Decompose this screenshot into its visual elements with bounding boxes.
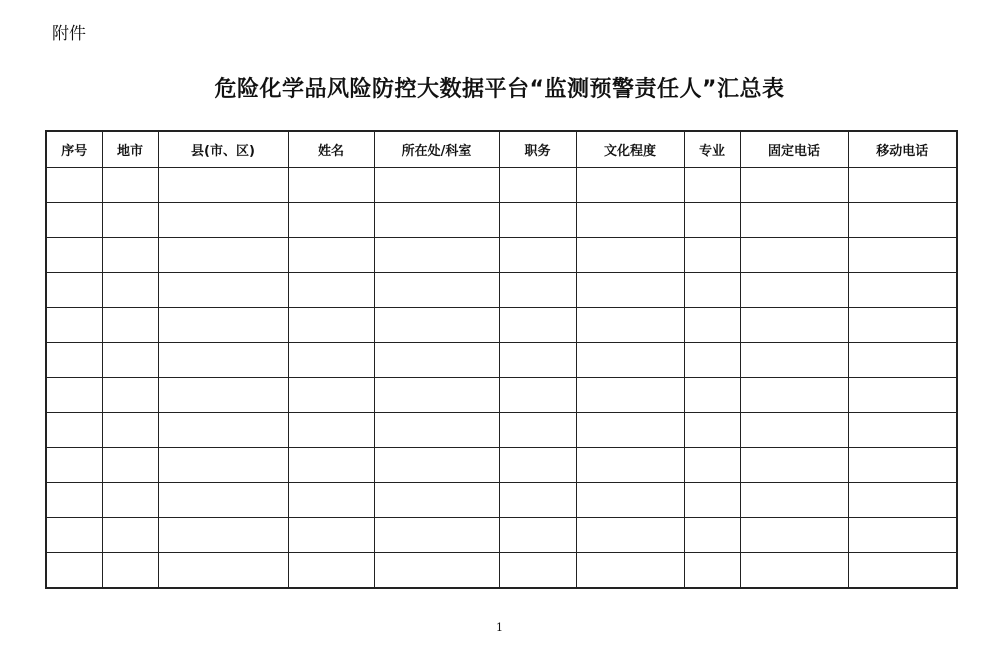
table-cell-major	[684, 413, 740, 448]
table-cell-mobile-phone	[848, 308, 957, 343]
table-cell-serial-number	[46, 203, 102, 238]
table-cell-landline-phone	[740, 168, 848, 203]
table-cell-landline-phone	[740, 238, 848, 273]
table-cell-county	[158, 238, 288, 273]
table-cell-education	[576, 553, 684, 589]
table-cell-education	[576, 448, 684, 483]
table-cell-education	[576, 308, 684, 343]
table-cell-serial-number	[46, 308, 102, 343]
table-cell-serial-number	[46, 378, 102, 413]
table-cell-serial-number	[46, 168, 102, 203]
table-cell-city	[102, 203, 158, 238]
table-cell-position	[499, 308, 576, 343]
table-cell-county	[158, 483, 288, 518]
table-cell-city	[102, 343, 158, 378]
table-cell-serial-number	[46, 483, 102, 518]
table-cell-position	[499, 378, 576, 413]
table-cell-mobile-phone	[848, 378, 957, 413]
table-cell-major	[684, 483, 740, 518]
table-row	[46, 448, 957, 483]
table-row	[46, 238, 957, 273]
table-cell-position	[499, 168, 576, 203]
column-header-mobile-phone: 移动电话	[848, 131, 957, 168]
table-cell-major	[684, 518, 740, 553]
column-header-department: 所在处/科室	[374, 131, 499, 168]
table-cell-mobile-phone	[848, 518, 957, 553]
table-cell-name	[288, 308, 374, 343]
table-row	[46, 483, 957, 518]
table-cell-name	[288, 203, 374, 238]
column-header-county: 县(市、区)	[158, 131, 288, 168]
table-cell-major	[684, 448, 740, 483]
page-number: 1	[496, 621, 503, 634]
table-cell-mobile-phone	[848, 273, 957, 308]
table-cell-education	[576, 273, 684, 308]
table-cell-position	[499, 238, 576, 273]
table-cell-name	[288, 483, 374, 518]
table-cell-department	[374, 168, 499, 203]
table-cell-education	[576, 203, 684, 238]
table-cell-mobile-phone	[848, 483, 957, 518]
table-cell-city	[102, 448, 158, 483]
table-cell-major	[684, 238, 740, 273]
table-row	[46, 343, 957, 378]
table-cell-major	[684, 308, 740, 343]
table-cell-city	[102, 378, 158, 413]
table-cell-county	[158, 203, 288, 238]
table-cell-city	[102, 553, 158, 589]
table-cell-city	[102, 238, 158, 273]
summary-table	[45, 130, 958, 589]
table-cell-county	[158, 308, 288, 343]
table-cell-county	[158, 378, 288, 413]
table-cell-serial-number	[46, 553, 102, 589]
table-cell-city	[102, 168, 158, 203]
column-header-serial-number: 序号	[46, 131, 102, 168]
column-header-major: 专业	[684, 131, 740, 168]
table-cell-department	[374, 413, 499, 448]
table-cell-serial-number	[46, 273, 102, 308]
attachment-label: 附件	[52, 24, 86, 44]
table-cell-department	[374, 203, 499, 238]
table-cell-major	[684, 273, 740, 308]
column-header-city: 地市	[102, 131, 158, 168]
table-row	[46, 168, 957, 203]
table-row	[46, 518, 957, 553]
document-title: 危险化学品风险防控大数据平台“监测预警责任人”汇总表	[214, 77, 785, 102]
table-row	[46, 553, 957, 589]
table-cell-department	[374, 483, 499, 518]
table-cell-city	[102, 413, 158, 448]
table-cell-city	[102, 273, 158, 308]
table-cell-department	[374, 343, 499, 378]
table-cell-mobile-phone	[848, 168, 957, 203]
table-cell-city	[102, 308, 158, 343]
table-row	[46, 203, 957, 238]
table-cell-serial-number	[46, 343, 102, 378]
table-cell-education	[576, 483, 684, 518]
table-cell-serial-number	[46, 413, 102, 448]
table-cell-county	[158, 448, 288, 483]
table-row	[46, 413, 957, 448]
table-cell-mobile-phone	[848, 343, 957, 378]
table-cell-name	[288, 168, 374, 203]
table-cell-position	[499, 448, 576, 483]
table-cell-department	[374, 273, 499, 308]
table-cell-serial-number	[46, 238, 102, 273]
table-cell-landline-phone	[740, 553, 848, 589]
table-cell-landline-phone	[740, 413, 848, 448]
table-cell-county	[158, 343, 288, 378]
table-cell-name	[288, 553, 374, 589]
table-row	[46, 273, 957, 308]
table-cell-landline-phone	[740, 203, 848, 238]
column-header-landline-phone: 固定电话	[740, 131, 848, 168]
table-row	[46, 308, 957, 343]
table-cell-mobile-phone	[848, 553, 957, 589]
table-cell-landline-phone	[740, 378, 848, 413]
table-cell-department	[374, 448, 499, 483]
table-cell-position	[499, 413, 576, 448]
column-header-position: 职务	[499, 131, 576, 168]
table-cell-name	[288, 413, 374, 448]
table-cell-position	[499, 273, 576, 308]
table-cell-department	[374, 518, 499, 553]
table-cell-mobile-phone	[848, 448, 957, 483]
table-cell-education	[576, 413, 684, 448]
table-cell-landline-phone	[740, 483, 848, 518]
table-cell-landline-phone	[740, 343, 848, 378]
table-cell-mobile-phone	[848, 203, 957, 238]
column-header-name: 姓名	[288, 131, 374, 168]
table-cell-county	[158, 413, 288, 448]
table-cell-mobile-phone	[848, 238, 957, 273]
table-cell-landline-phone	[740, 308, 848, 343]
table-cell-department	[374, 553, 499, 589]
table-cell-landline-phone	[740, 448, 848, 483]
table-cell-name	[288, 238, 374, 273]
table-cell-name	[288, 448, 374, 483]
table-cell-serial-number	[46, 448, 102, 483]
table-cell-name	[288, 378, 374, 413]
table-cell-department	[374, 308, 499, 343]
table-cell-education	[576, 168, 684, 203]
table-cell-county	[158, 168, 288, 203]
column-header-education: 文化程度	[576, 131, 684, 168]
table-cell-major	[684, 168, 740, 203]
table-cell-major	[684, 553, 740, 589]
table-cell-position	[499, 483, 576, 518]
table-cell-major	[684, 203, 740, 238]
table-cell-position	[499, 343, 576, 378]
table-cell-major	[684, 343, 740, 378]
table-cell-education	[576, 343, 684, 378]
table-cell-landline-phone	[740, 273, 848, 308]
table-cell-major	[684, 378, 740, 413]
table-cell-city	[102, 518, 158, 553]
table-cell-county	[158, 553, 288, 589]
table-header-row	[46, 131, 957, 168]
table-cell-county	[158, 273, 288, 308]
table-cell-position	[499, 553, 576, 589]
table-cell-city	[102, 483, 158, 518]
table-body	[46, 168, 957, 589]
table-cell-name	[288, 273, 374, 308]
table-cell-education	[576, 378, 684, 413]
table-cell-county	[158, 518, 288, 553]
table-cell-name	[288, 518, 374, 553]
table-cell-landline-phone	[740, 518, 848, 553]
table-cell-serial-number	[46, 518, 102, 553]
table-cell-position	[499, 518, 576, 553]
table-cell-department	[374, 378, 499, 413]
table-cell-mobile-phone	[848, 413, 957, 448]
table-cell-name	[288, 343, 374, 378]
table-row	[46, 378, 957, 413]
table-cell-position	[499, 203, 576, 238]
table-cell-department	[374, 238, 499, 273]
table-cell-education	[576, 518, 684, 553]
table-cell-education	[576, 238, 684, 273]
